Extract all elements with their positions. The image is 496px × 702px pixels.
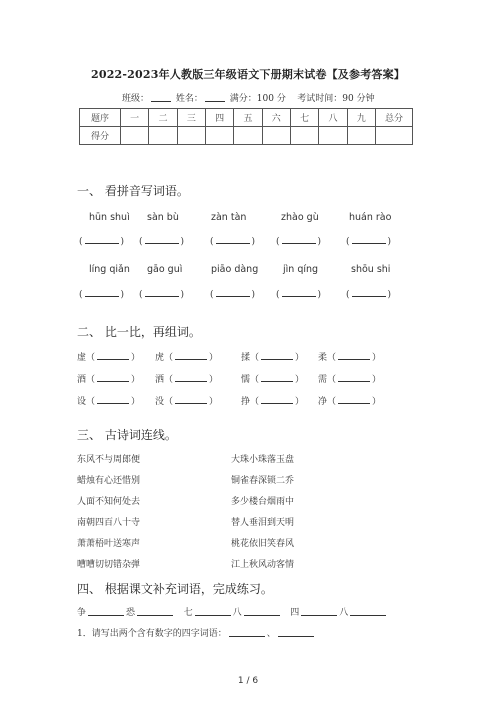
name-blank[interactable] xyxy=(205,92,225,102)
score-cell[interactable] xyxy=(376,127,413,145)
poem-left-line[interactable]: 嘈嘈切切错杂弹 xyxy=(77,560,141,570)
score-header-cell: 题序 xyxy=(80,109,121,127)
pinyin: piāo dàng xyxy=(211,264,259,275)
compare-char: 虎 xyxy=(155,353,165,363)
fill-blank[interactable] xyxy=(301,606,337,616)
answer-blank[interactable] xyxy=(79,235,124,247)
open-paren: ( xyxy=(346,290,350,300)
open-paren: ( xyxy=(210,237,214,247)
score-header-cell: 四 xyxy=(205,109,233,127)
compare-char: 设 xyxy=(77,397,87,407)
score-header-cell: 八 xyxy=(319,109,347,127)
compare-char: 柔 xyxy=(318,353,328,363)
poem-left-line[interactable]: 人面不知何处去 xyxy=(77,497,141,507)
class-blank[interactable] xyxy=(151,92,171,102)
section-2-heading: 二、 比一比，再组词。 xyxy=(77,325,201,339)
compare-char: 没 xyxy=(155,397,165,407)
score-cell[interactable] xyxy=(205,127,233,145)
name-label: 姓名： xyxy=(175,94,203,104)
compare-char: 懦 xyxy=(241,375,251,385)
close-paren: ) xyxy=(120,290,125,300)
open-paren: ( xyxy=(276,237,280,247)
page-title: 2022-2023年人教版三年级语文下册期末试卷【及参考答案】 xyxy=(91,68,405,81)
close-paren: ) xyxy=(180,237,185,247)
score-header-cell: 一 xyxy=(121,109,149,127)
compare-item[interactable]: 需（ ） xyxy=(318,375,382,385)
close-paren: ) xyxy=(180,290,185,300)
exam-time: 考试时间：90 分钟 xyxy=(297,94,375,104)
open-paren: ( xyxy=(346,237,350,247)
pinyin: jìn qíng xyxy=(283,264,319,275)
idiom-char: 争 xyxy=(77,608,87,618)
open-paren: ( xyxy=(139,290,143,300)
pinyin: gāo guì xyxy=(147,264,183,275)
idiom-char: 七 xyxy=(183,608,193,618)
score-cell[interactable] xyxy=(262,127,290,145)
score-header-cell: 九 xyxy=(347,109,375,127)
answer-blank[interactable] xyxy=(346,288,391,300)
poem-right-line[interactable]: 桃花依旧笑春风 xyxy=(231,539,295,549)
score-cell[interactable] xyxy=(290,127,318,145)
pinyin: sàn bù xyxy=(147,212,179,223)
close-paren: ) xyxy=(387,290,392,300)
question-text: 1．请写出两个含有数字的四字词语： xyxy=(77,629,227,639)
section-3-heading: 三、 古诗词连线。 xyxy=(77,428,177,442)
poem-left-line[interactable]: 萧萧梧叶送寒声 xyxy=(77,539,141,549)
poem-right-line[interactable]: 替人垂泪到天明 xyxy=(231,518,295,528)
score-cell[interactable] xyxy=(347,127,375,145)
idiom-char: 八 xyxy=(232,608,242,618)
score-cell[interactable] xyxy=(177,127,205,145)
pinyin: zàn tàn xyxy=(211,212,247,223)
compare-item[interactable]: 挣（ ） xyxy=(241,397,305,407)
exam-info xyxy=(122,91,375,104)
answer-blank[interactable] xyxy=(79,288,124,300)
poem-right-line[interactable]: 多少楼台烟雨中 xyxy=(231,497,295,507)
compare-char: 需 xyxy=(318,375,328,385)
fill-blank[interactable] xyxy=(350,606,386,616)
compare-item[interactable]: 懦（ ） xyxy=(241,375,305,385)
close-paren: ) xyxy=(251,290,256,300)
answer-blank[interactable] xyxy=(139,235,184,247)
pinyin: huán rào xyxy=(349,212,392,223)
compare-char: 净 xyxy=(318,397,328,407)
close-paren: ) xyxy=(317,237,322,247)
pinyin: shōu shi xyxy=(351,264,391,275)
compare-char: 挣 xyxy=(241,397,251,407)
fill-blank[interactable] xyxy=(137,606,173,616)
score-header-cell: 六 xyxy=(262,109,290,127)
answer-blank[interactable] xyxy=(139,288,184,300)
score-cell[interactable] xyxy=(149,127,177,145)
score-header-cell: 二 xyxy=(149,109,177,127)
question-1: 1．请写出两个含有数字的四字词语： 、 xyxy=(77,626,316,639)
page-number: 1 / 6 xyxy=(237,676,259,686)
compare-char: 洒 xyxy=(155,375,165,385)
poem-right-line[interactable]: 大珠小珠落玉盘 xyxy=(231,455,295,465)
score-label-cell: 得分 xyxy=(80,127,121,145)
score-header-row xyxy=(80,109,413,127)
open-paren: ( xyxy=(79,237,83,247)
poem-left-line[interactable]: 东风不与周郎便 xyxy=(77,455,141,465)
answer-blank[interactable] xyxy=(210,235,255,247)
answer-blank[interactable] xyxy=(276,235,321,247)
score-cell[interactable] xyxy=(121,127,149,145)
fill-blank[interactable] xyxy=(229,627,265,637)
fill-blank[interactable] xyxy=(195,606,231,616)
compare-item[interactable]: 柔（ ） xyxy=(318,353,382,363)
score-header-cell: 七 xyxy=(290,109,318,127)
close-paren: ) xyxy=(251,237,256,247)
score-table xyxy=(79,108,413,145)
fill-blank[interactable] xyxy=(244,606,280,616)
compare-char: 酒 xyxy=(77,375,87,385)
compare-char: 揉 xyxy=(241,353,251,363)
fill-blank[interactable] xyxy=(88,606,124,616)
open-paren: ( xyxy=(79,290,83,300)
compare-item[interactable]: 虎（ ） xyxy=(155,353,219,363)
open-paren: ( xyxy=(276,290,280,300)
answer-blank[interactable] xyxy=(210,288,255,300)
section-1-heading: 一、 看拼音写词语。 xyxy=(77,184,189,198)
pinyin: zhào gù xyxy=(281,212,319,223)
open-paren: ( xyxy=(210,290,214,300)
full-score: 满分：100 分 xyxy=(229,94,286,104)
close-paren: ) xyxy=(387,237,392,247)
poem-left-line[interactable]: 蜡烛有心还惜别 xyxy=(77,476,141,486)
idiom-char: 恐 xyxy=(126,608,136,618)
score-cell[interactable] xyxy=(319,127,347,145)
section-4-heading: 四、 根据课文补充词语，完成练习。 xyxy=(77,582,273,596)
idiom-char: 八 xyxy=(339,608,349,618)
open-paren: ( xyxy=(139,237,143,247)
compare-item[interactable]: 净（ ） xyxy=(318,397,382,407)
compare-item[interactable]: 酒（ ） xyxy=(77,375,141,385)
fill-blank[interactable] xyxy=(278,627,314,637)
poem-right-line[interactable]: 江上秋风动客情 xyxy=(231,560,295,570)
pinyin: líng qiǎn xyxy=(89,264,130,275)
class-label: 班级： xyxy=(122,94,150,104)
idiom-fill-row xyxy=(77,605,388,618)
compare-item[interactable]: 洒（ ） xyxy=(155,375,219,385)
answer-blank[interactable] xyxy=(276,288,321,300)
compare-item[interactable]: 虚（ ） xyxy=(77,353,141,363)
score-header-cell: 五 xyxy=(234,109,262,127)
score-cell[interactable] xyxy=(234,127,262,145)
close-paren: ) xyxy=(120,237,125,247)
compare-item[interactable]: 没（ ） xyxy=(155,397,219,407)
score-header-cell: 三 xyxy=(177,109,205,127)
idiom-char: 四 xyxy=(290,608,300,618)
score-header-cell: 总分 xyxy=(376,109,413,127)
answer-blank[interactable] xyxy=(346,235,391,247)
poem-right-line[interactable]: 铜雀春深锁二乔 xyxy=(231,476,295,486)
poem-left-line[interactable]: 南朝四百八十寺 xyxy=(77,518,141,528)
score-value-row xyxy=(80,127,413,145)
compare-item[interactable]: 设（ ） xyxy=(77,397,141,407)
compare-char: 虚 xyxy=(77,353,87,363)
compare-item[interactable]: 揉（ ） xyxy=(241,353,305,363)
close-paren: ) xyxy=(317,290,322,300)
pinyin: hūn shuì xyxy=(89,212,130,223)
